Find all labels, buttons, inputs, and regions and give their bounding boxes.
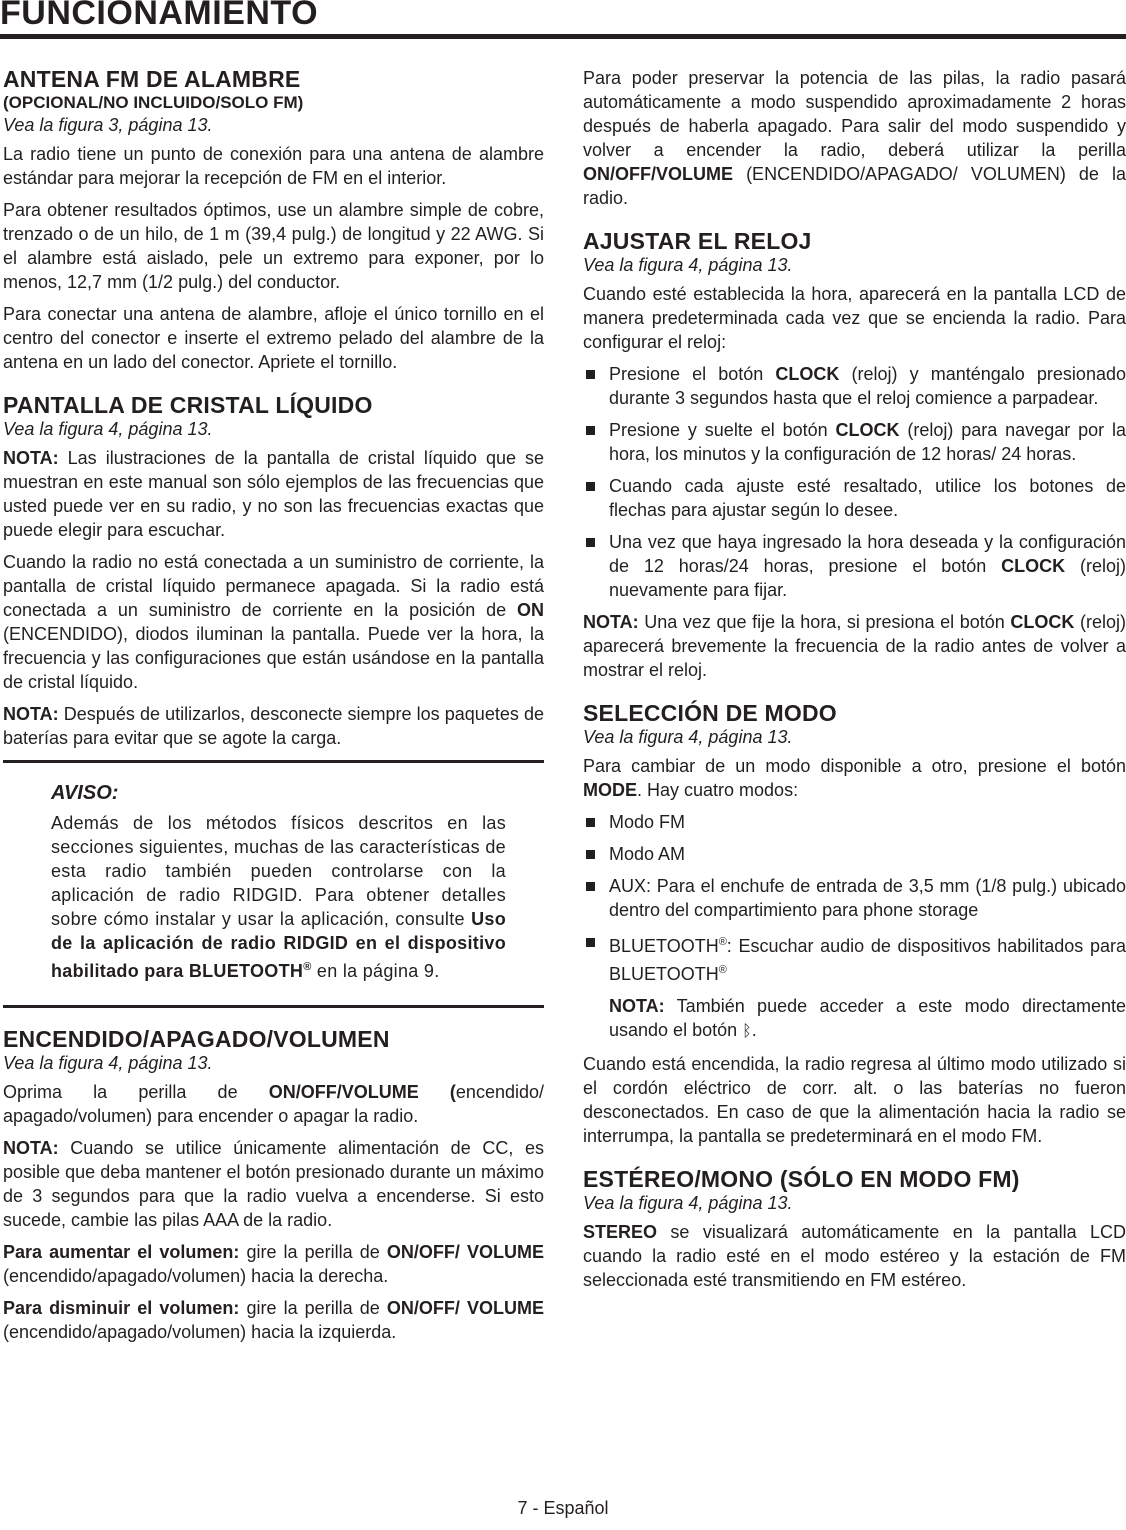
note-paragraph	[583, 994, 1126, 1044]
registered-mark: ®	[303, 961, 312, 973]
list-item	[583, 474, 1126, 522]
knob-name: ON/OFF/ VOLUME	[386, 1242, 544, 1262]
on-keyword: ON	[517, 600, 544, 620]
paragraph-text: gire la perilla de	[239, 1242, 387, 1262]
bluetooth-icon: ᛒ	[742, 1023, 752, 1040]
section-title: ANTENA FM DE ALAMBRE	[3, 66, 301, 92]
section-modo	[583, 700, 1126, 1148]
clock-steps-list	[583, 362, 1126, 602]
note-text: También puede acceder a este modo directamente usando el botón	[609, 996, 1126, 1040]
list-item-text: : Escuchar audio de dispositivos habilitados para BLUETOOTH	[609, 936, 1126, 984]
list-item-text: (reloj) para navegar por la hora, los minutos y la configuración de 12 horas/ 24 horas.	[609, 420, 1126, 464]
paragraph: La radio tiene un punto de conexión para una antena de alambre estándar para mejorar la recepción de FM en el interior.	[3, 144, 544, 188]
note-text: .	[751, 1020, 757, 1040]
aviso-title: AVISO:	[51, 782, 119, 804]
paragraph	[3, 550, 544, 694]
aviso-bold-reference: Uso de la aplicación de radio RIDGID en el dispositivo habilitado para BLUETOOTH	[51, 909, 506, 981]
note-text: Después de utilizarlos, desconecte siempre los paquetes de baterías para evitar que se agote la carga.	[3, 704, 544, 748]
section-title: AJUSTAR EL RELOJ	[583, 228, 812, 254]
paragraph-text: (ENCENDIDO), diodos iluminan la pantalla. Puede ver la hora, la frecuencia y las configuraciones que están usándose en la pantalla de cristal líquido.	[3, 624, 544, 692]
note-text: Cuando se utilice únicamente alimentación de CC, es posible que deba mantener el botón presionado durante un máximo de 3 segundos para que la radio vuelva a encenderse. Si esto sucede, cambie las pilas AAA de la radio.	[3, 1138, 544, 1230]
paragraph-text: Cuando la radio no está conectada a un suministro de corriente, la pantalla de cristal líquido permanece apagada. Si la radio está conectada a un suministro de corriente en la posición de	[3, 552, 544, 620]
paragraph-text: Para cambiar de un modo disponible a otro, presione el botón	[583, 756, 1126, 776]
square-bullet-icon	[586, 818, 595, 827]
stereo-keyword: STEREO	[583, 1222, 658, 1242]
section-title: PANTALLA DE CRISTAL LÍQUIDO	[3, 392, 373, 418]
paragraph	[3, 1080, 544, 1128]
figure-reference: Vea la figura 4, página 13.	[3, 1053, 213, 1073]
page-header-title: FUNCIONAMIENTO	[0, 0, 319, 32]
paragraph: Para conectar una antena de alambre, afloje el único tornillo en el centro del conector e inserte el extremo pelado del alambre de la antena en un lado del conector. Apriete el tornillo.	[3, 304, 544, 372]
note-label: NOTA:	[583, 612, 639, 632]
paragraph-text: se visualizará automáticamente en la pantalla LCD cuando la radio esté en el modo estéreo y la estación de FM seleccionada esté transmitiendo en FM estéreo.	[583, 1222, 1126, 1290]
paragraph-text: Oprima la perilla de	[3, 1082, 269, 1102]
section-antena	[3, 66, 544, 374]
section-subtitle: (OPCIONAL/NO INCLUIDO/SOLO FM)	[3, 93, 304, 112]
note-label: NOTA:	[609, 996, 665, 1016]
knob-name: ON/OFF/ VOLUME	[386, 1298, 545, 1318]
volume-down-label: Para disminuir el volumen:	[3, 1298, 240, 1318]
list-item	[583, 930, 1126, 986]
note-label: NOTA:	[3, 1138, 59, 1158]
note-paragraph	[3, 702, 544, 750]
aviso-bottom-rule	[3, 1005, 544, 1008]
paragraph-text: (ENCENDIDO/APAGADO/ VOLUMEN) de la radio.	[583, 164, 1126, 208]
square-bullet-icon	[586, 482, 595, 491]
note-label: NOTA:	[3, 704, 59, 724]
aviso-text-part: en la página 9.	[311, 961, 440, 981]
list-item	[583, 874, 1126, 922]
paragraph: Cuando esté establecida la hora, aparecerá en la pantalla LCD de manera predeterminada cada vez que se encienda la radio. Para configurar el reloj:	[583, 284, 1126, 352]
list-item	[583, 530, 1126, 602]
registered-mark: ®	[718, 936, 727, 948]
knob-name: ON/OFF/VOLUME (	[268, 1082, 456, 1102]
section-title: ESTÉREO/MONO (SÓLO EN MODO FM)	[583, 1166, 1020, 1192]
paragraph: Cuando está encendida, la radio regresa al último modo utilizado si el cordón eléctrico de corr. alt. o las baterías no fueron desconectados. En caso de que la alimentación hacia la radio se interrumpa, la pantalla se predeterminará en el modo FM.	[583, 1054, 1126, 1146]
header-rule	[0, 34, 1126, 39]
note-text: Las ilustraciones de la pantalla de cristal líquido que se muestran en este manual son sólo ejemplos de las frecuencias que usted puede ver en su radio, y no son las frecuencias exactas que puede elegir para escuchar.	[3, 448, 544, 540]
list-item	[583, 362, 1126, 410]
note-paragraph	[3, 1136, 544, 1232]
paragraph-text: (encendido/apagado/volumen) hacia la izquierda.	[3, 1322, 397, 1342]
list-item-text: Cuando cada ajuste esté resaltado, utilice los botones de flechas para ajustar según lo desee.	[609, 476, 1126, 520]
square-bullet-icon	[586, 426, 595, 435]
list-item-text: BLUETOOTH	[609, 936, 719, 956]
square-bullet-icon	[586, 938, 595, 947]
note-text: (reloj) aparecerá brevemente la frecuencia de la radio antes de volver a mostrar el reloj.	[583, 612, 1126, 680]
note-paragraph	[3, 446, 544, 542]
page-number-footer: 7 - Español	[517, 1498, 609, 1518]
list-item-text: Una vez que haya ingresado la hora deseada y la configuración de 12 horas/24 horas, presione el botón	[609, 532, 1126, 576]
list-item-text: (reloj) y manténgalo presionado durante 3 segundos hasta que el reloj comience a parpadear.	[609, 364, 1126, 408]
list-item	[583, 842, 1126, 866]
note-label: NOTA:	[3, 448, 59, 468]
figure-reference: Vea la figura 4, página 13.	[583, 727, 793, 747]
paragraph	[583, 754, 1126, 802]
volume-up-label: Para aumentar el volumen:	[3, 1242, 240, 1262]
square-bullet-icon	[586, 370, 595, 379]
figure-reference: Vea la figura 3, página 13.	[3, 115, 213, 135]
square-bullet-icon	[586, 882, 595, 891]
section-title: SELECCIÓN DE MODO	[583, 700, 837, 726]
paragraph-text: . Hay cuatro modos:	[637, 780, 799, 800]
section-title: ENCENDIDO/APAGADO/VOLUMEN	[3, 1026, 390, 1052]
figure-reference: Vea la figura 4, página 13.	[583, 1193, 793, 1213]
paragraph-text: (encendido/apagado/volumen) hacia la derecha.	[3, 1266, 389, 1286]
mode-keyword: MODE	[583, 780, 637, 800]
aviso-text	[51, 811, 506, 983]
section-encendido	[3, 1026, 544, 1344]
square-bullet-icon	[586, 538, 595, 547]
knob-name: ON/OFF/VOLUME	[583, 164, 733, 184]
paragraph-text: gire la perilla de	[239, 1298, 387, 1318]
clock-keyword: CLOCK	[775, 364, 840, 384]
square-bullet-icon	[586, 850, 595, 859]
list-item	[583, 810, 1126, 834]
clock-keyword: CLOCK	[1010, 612, 1075, 632]
left-column	[3, 66, 544, 1352]
list-item-text: Modo FM	[609, 812, 686, 832]
list-item-text: Presione el botón	[609, 364, 776, 384]
list-item-text: (reloj) nuevamente para fijar.	[609, 556, 1126, 600]
list-item-text: Modo AM	[609, 844, 686, 864]
paragraph: Para obtener resultados óptimos, use un alambre simple de cobre, trenzado o de un hilo, de 1 m (39,4 pulg.) de longitud y 22 AWG. Si el alambre está aislado, pele un extremo para exponer, por lo menos, 12,7 mm (1/2 pulg.) del conductor.	[3, 200, 544, 292]
note-paragraph	[583, 610, 1126, 682]
volume-up-paragraph	[3, 1240, 544, 1288]
clock-keyword: CLOCK	[835, 420, 900, 440]
aviso-box	[3, 763, 544, 1001]
paragraph-text: encendido/ apagado/volumen) para encender o apagar la radio.	[3, 1082, 544, 1126]
note-text: Una vez que fije la hora, si presiona el botón	[638, 612, 1011, 632]
list-item	[583, 418, 1126, 466]
clock-keyword: CLOCK	[1001, 556, 1066, 576]
list-item-text: AUX: Para el enchufe de entrada de 3,5 mm (1/8 pulg.) ubicado dentro del compartimiento para phone storage	[609, 876, 1126, 920]
list-item-text: Presione y suelte el botón	[609, 420, 836, 440]
section-estereo	[583, 1166, 1126, 1292]
section-pantalla	[3, 392, 544, 750]
volume-down-paragraph	[3, 1296, 544, 1344]
modes-list	[583, 810, 1126, 986]
section-reloj	[583, 228, 1126, 682]
right-column	[583, 66, 1126, 1300]
paragraph-text: Para poder preservar la potencia de las pilas, la radio pasará automáticamente a modo suspendido aproximadamente 2 horas después de haberla apagado. Para salir del modo suspendido y volver a encender la radio, deberá utilizar la perilla	[583, 68, 1126, 160]
figure-reference: Vea la figura 4, página 13.	[3, 419, 213, 439]
paragraph	[583, 66, 1126, 210]
registered-mark: ®	[718, 964, 727, 976]
paragraph	[583, 1220, 1126, 1292]
aviso-text-part: Además de los métodos físicos descritos en las secciones siguientes, muchas de las características de esta radio también pueden controlarse con la aplicación de radio RIDGID. Para obtener detalles sobre cómo instalar y usar la aplicación, consulte	[51, 813, 506, 929]
figure-reference: Vea la figura 4, página 13.	[583, 255, 793, 275]
